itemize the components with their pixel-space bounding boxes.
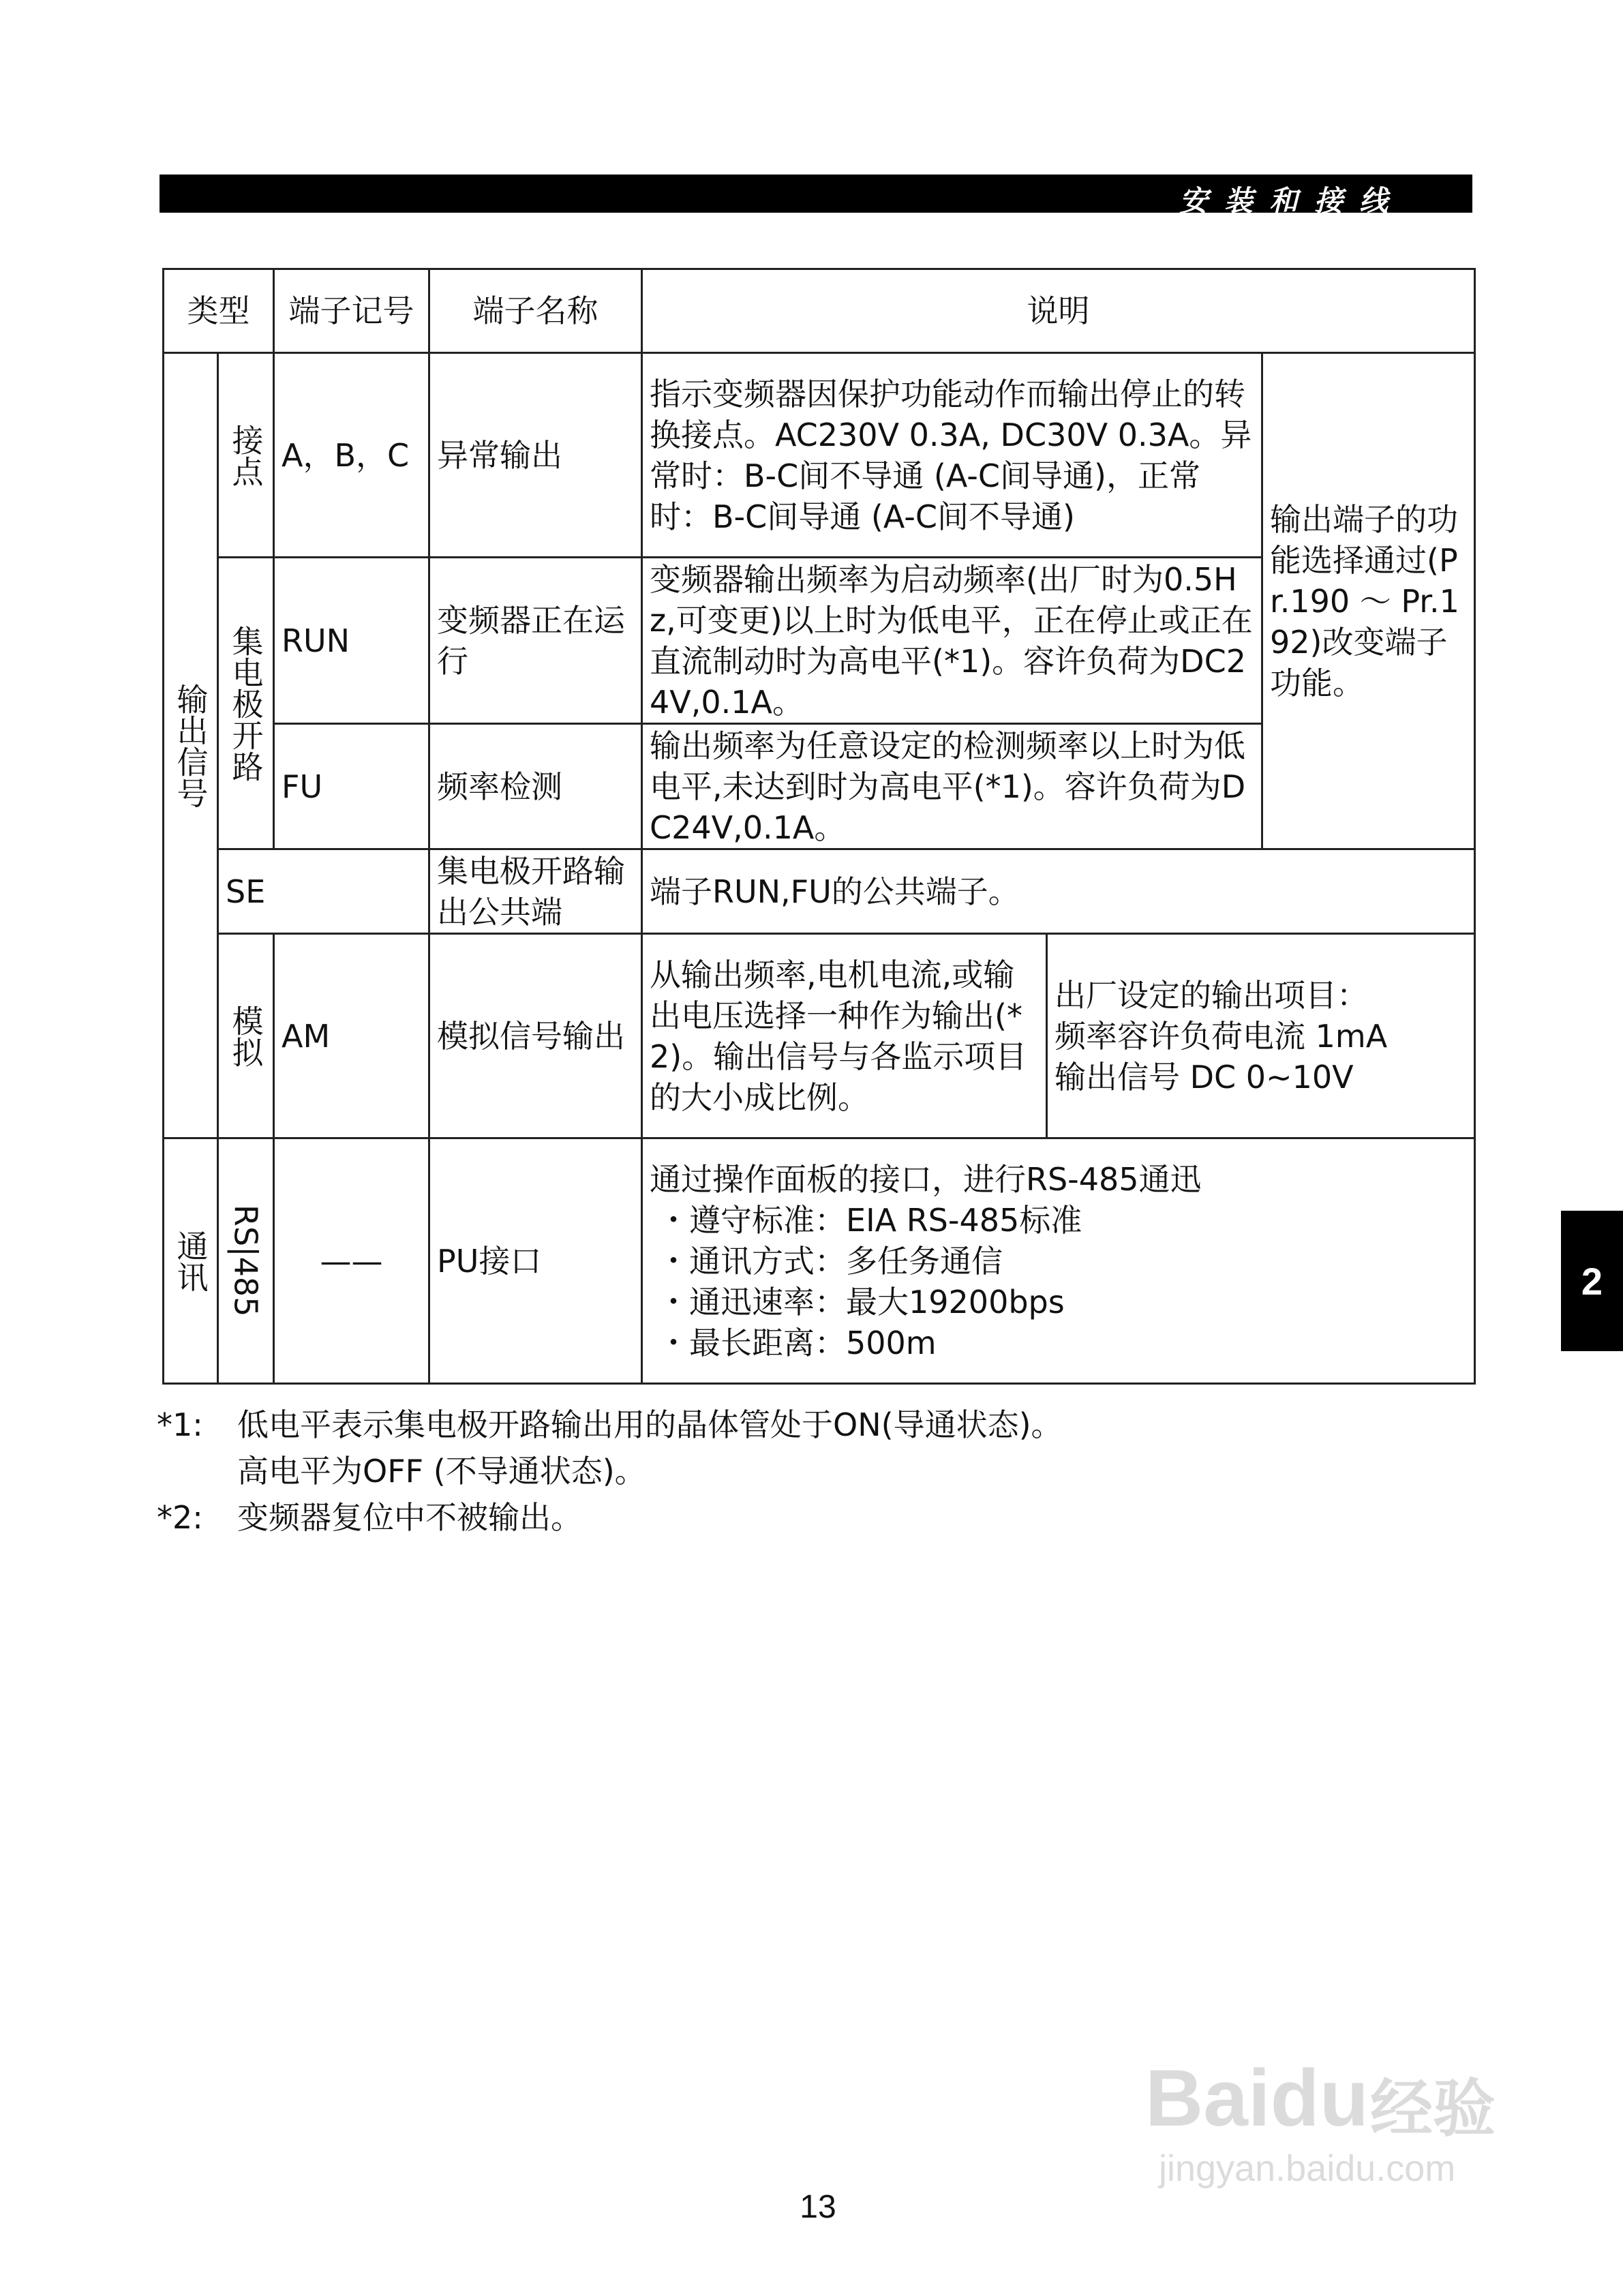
watermark-url: jingyan.baidu.com [1159, 2148, 1456, 2189]
list-item: ・通讯方式：多任务通信 [658, 1242, 1003, 1280]
list-item: ・通迅速率：最大19200bps [658, 1283, 1065, 1320]
group-output-signal: 输出信号 [164, 353, 218, 1138]
name-pu: PU接口 [429, 1138, 642, 1384]
function-select-note: 输出端子的功能选择通过(Pr.190 ～ Pr.192)改变端子功能。 [1262, 353, 1475, 849]
subtype-contact: 接点 [218, 353, 274, 558]
table-row-am [164, 934, 1475, 1138]
group-communication: 通讯 [164, 1138, 218, 1384]
header-type: 类型 [164, 269, 274, 353]
table-header-row [164, 269, 1475, 353]
desc-fu: 输出频率为任意设定的检测频率以上时为低电平,未达到时为高电平(*1)。容许负荷为DC24V,0.1A。 [642, 724, 1262, 849]
desc-pu [642, 1138, 1475, 1384]
name-abc: 异常输出 [429, 353, 642, 558]
symbol-abc: A，B，C [274, 353, 429, 558]
factory-setting-note [1047, 934, 1475, 1138]
terminal-table [162, 268, 1476, 1385]
symbol-fu: FU [274, 724, 429, 849]
list-item: ・遵守标准：EIA RS-485标准 [658, 1201, 1082, 1239]
footnotes [157, 1402, 1452, 1541]
desc-pu-intro: 通过操作面板的接口，进行RS-485通迅 [650, 1160, 1202, 1198]
desc-se: 端子RUN,FU的公共端子。 [642, 849, 1475, 934]
footnote-text: 高电平为OFF (不导通状态)。 [237, 1453, 646, 1490]
header-name: 端子名称 [429, 269, 642, 353]
table-row-pu [164, 1138, 1475, 1384]
desc-am: 从输出频率,电机电流,或输出电压选择一种作为输出(*2)。输出信号与各监示项目的大小成比例。 [642, 934, 1047, 1138]
factory-line: 频率容许负荷电流 1mA [1055, 1017, 1388, 1055]
footnote-mark: *2: [157, 1499, 203, 1536]
footnote-2 [157, 1494, 1452, 1541]
subtype-open-collector: 集电极开路 [218, 558, 274, 849]
desc-abc: 指示变频器因保护功能动作而输出停止的转换接点。AC230V 0.3A, DC30V 0.3A。异常时：B-C间不导通 (A-C间导通)，正常时：B-C间导通 (A-C间不导通) [642, 353, 1262, 558]
watermark-cn: 经验 [1370, 2072, 1496, 2145]
subtype-analog: 模拟 [218, 934, 274, 1138]
footnote-1 [157, 1402, 1452, 1494]
symbol-am: AM [274, 934, 429, 1138]
table-row-abc [164, 353, 1475, 558]
footnote-text: 变频器复位中不被输出。 [237, 1499, 582, 1536]
chapter-tab [1561, 1211, 1623, 1351]
name-fu: 频率检测 [429, 724, 642, 849]
footnote-text: 低电平表示集电极开路输出用的晶体管处于ON(导通状态)。 [237, 1406, 1063, 1443]
factory-line: 输出信号 DC 0~10V [1055, 1058, 1354, 1096]
section-title: 安装和接线 [1179, 184, 1404, 217]
symbol-run: RUN [274, 558, 429, 724]
watermark-brand: Baidu [1145, 2053, 1369, 2143]
desc-run: 变频器输出频率为启动频率(出厂时为0.5Hz,可变更)以上时为低电平，正在停止或正在直流制动时为高电平(*1)。容许负荷为DC24V,0.1A。 [642, 558, 1262, 724]
header-symbol: 端子记号 [274, 269, 429, 353]
symbol-se: SE [218, 849, 429, 934]
page-number: 13 [800, 2189, 836, 2225]
header-description: 说明 [642, 269, 1475, 353]
name-se: 集电极开路输出公共端 [429, 849, 642, 934]
factory-line: 出厂设定的输出项目： [1055, 976, 1368, 1014]
baidu-watermark [1145, 2038, 1527, 2195]
name-run: 变频器正在运行 [429, 558, 642, 724]
list-item: ・最长距离：500m [658, 1324, 937, 1361]
chapter-number: 2 [1581, 1259, 1603, 1303]
name-am: 模拟信号输出 [429, 934, 642, 1138]
symbol-pu: —— [274, 1138, 429, 1384]
table-row-se [164, 849, 1475, 934]
section-header-bar [160, 175, 1472, 217]
footnote-mark: *1: [157, 1406, 203, 1443]
subtype-rs485: RS|485 [218, 1138, 274, 1384]
